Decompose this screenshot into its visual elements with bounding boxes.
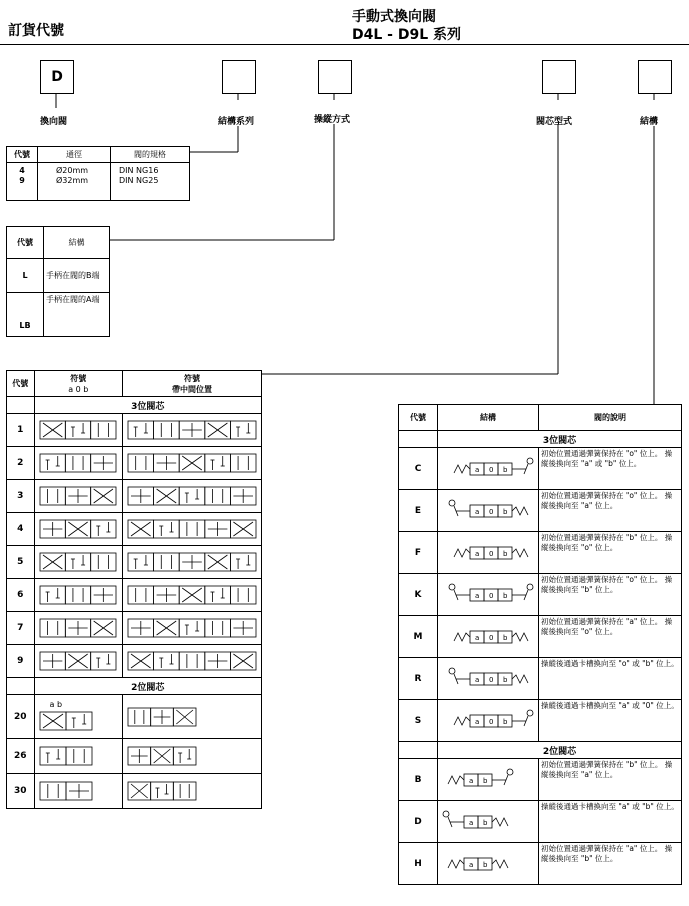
detent-symbol-graphic bbox=[440, 666, 536, 692]
spool-section-2: 2位閥芯 bbox=[34, 678, 261, 695]
code-box-spool bbox=[542, 60, 576, 94]
detent-symbol-graphic bbox=[440, 582, 536, 608]
spool-header-symbol: 符號 a 0 b bbox=[34, 371, 122, 397]
detent-row bbox=[399, 801, 682, 843]
detent-row bbox=[399, 448, 682, 490]
spool-symbol-graphic bbox=[126, 649, 258, 673]
detent-header-code: 代號 bbox=[399, 405, 438, 431]
spool-symbol-graphic bbox=[38, 744, 94, 768]
detent-code: K bbox=[399, 574, 438, 616]
svg-text:b: b bbox=[503, 717, 508, 726]
svg-text:b: b bbox=[483, 776, 488, 785]
detent-code: B bbox=[399, 759, 438, 801]
label-directional-valve: 換向閥 bbox=[40, 117, 68, 127]
detent-table bbox=[398, 404, 682, 885]
spool-row-2pos bbox=[7, 774, 262, 809]
op-desc-lb: 手柄在閥的A端 bbox=[44, 293, 110, 337]
label-design: 結構 bbox=[640, 117, 659, 127]
svg-text:a: a bbox=[475, 591, 480, 600]
detent-symbol-graphic bbox=[440, 540, 536, 566]
size-specs: DIN NG16 DIN NG25 bbox=[111, 163, 190, 201]
detent-desc: 初始位置通過彈簧保持在 "o" 位上。 操縱後換向至 "a" 或 "b" 位上。 bbox=[539, 448, 682, 490]
spool-symbol-graphic bbox=[126, 484, 258, 508]
spool-symbol-mid bbox=[123, 513, 262, 546]
code-box-operation bbox=[318, 60, 352, 94]
spool-symbol-graphic bbox=[126, 744, 198, 768]
spool-symbol-graphic bbox=[38, 583, 118, 607]
spool-row bbox=[7, 579, 262, 612]
series-title: D4L - D9L 系列 bbox=[352, 27, 461, 43]
label-series: 結構系列 bbox=[218, 117, 255, 127]
detent-code: E bbox=[399, 490, 438, 532]
svg-text:a: a bbox=[469, 860, 474, 869]
spool-symbol bbox=[34, 513, 122, 546]
detent-row bbox=[399, 574, 682, 616]
op-header-code: 代號 bbox=[7, 227, 44, 259]
spool-symbol-graphic bbox=[126, 705, 198, 729]
detent-row bbox=[399, 658, 682, 700]
spool-code: 2 bbox=[7, 447, 35, 480]
spool-symbol bbox=[34, 612, 122, 645]
svg-text:a: a bbox=[469, 776, 474, 785]
detent-row bbox=[399, 843, 682, 885]
spool-row bbox=[7, 480, 262, 513]
svg-text:a: a bbox=[475, 633, 480, 642]
order-code-title: 訂貨代號 bbox=[8, 23, 64, 39]
svg-text:0: 0 bbox=[489, 633, 494, 642]
size-codes: 4 9 bbox=[7, 163, 38, 201]
operation-table bbox=[6, 226, 110, 337]
detent-row bbox=[399, 532, 682, 574]
spool-symbol bbox=[34, 579, 122, 612]
detent-symbol bbox=[438, 616, 539, 658]
spool-symbol bbox=[34, 414, 122, 447]
detent-code: F bbox=[399, 532, 438, 574]
detent-symbol bbox=[438, 700, 539, 742]
svg-text:b: b bbox=[483, 818, 488, 827]
detent-desc: 初始位置通過彈簧保持在 "b" 位上。 操縱後換向至 "o" 位上。 bbox=[539, 532, 682, 574]
spool-row bbox=[7, 645, 262, 678]
spool-symbol-graphic bbox=[126, 451, 258, 475]
detent-desc: 初始位置通過彈簧保持在 "a" 位上。 操縱後換向至 "b" 位上。 bbox=[539, 843, 682, 885]
detent-symbol bbox=[438, 801, 539, 843]
detent-symbol-graphic bbox=[440, 456, 536, 482]
spool-symbol-mid bbox=[123, 447, 262, 480]
spool-symbol-mid bbox=[123, 414, 262, 447]
spool-symbol-graphic bbox=[126, 616, 258, 640]
spool-row bbox=[7, 612, 262, 645]
detent-symbol bbox=[438, 532, 539, 574]
detent-row bbox=[399, 700, 682, 742]
spool-code: 4 bbox=[7, 513, 35, 546]
spool-symbol bbox=[34, 447, 122, 480]
spool-symbol bbox=[34, 774, 122, 809]
detent-code: M bbox=[399, 616, 438, 658]
op-code-l: L bbox=[7, 259, 44, 293]
svg-text:a: a bbox=[475, 717, 480, 726]
detent-symbol-graphic bbox=[440, 767, 536, 793]
spool-header-code: 代號 bbox=[7, 371, 35, 397]
spool-symbol bbox=[34, 739, 122, 774]
product-title: 手動式換向閥 bbox=[352, 9, 436, 25]
svg-text:a: a bbox=[475, 549, 480, 558]
svg-text:0: 0 bbox=[489, 549, 494, 558]
spool-symbol-graphic bbox=[126, 418, 258, 442]
spool-blank bbox=[7, 397, 35, 414]
spool-symbol-mid bbox=[123, 739, 262, 774]
label-spool-type: 閥芯型式 bbox=[536, 117, 573, 127]
spool-symbol-graphic bbox=[38, 779, 94, 803]
svg-text:0: 0 bbox=[489, 675, 494, 684]
spool-code: 3 bbox=[7, 480, 35, 513]
spool-row bbox=[7, 513, 262, 546]
detent-symbol-graphic bbox=[440, 498, 536, 524]
size-header-bore: 通徑 bbox=[38, 147, 111, 163]
spool-row bbox=[7, 546, 262, 579]
spool-row bbox=[7, 414, 262, 447]
svg-text:0: 0 bbox=[489, 591, 494, 600]
svg-text:a: a bbox=[475, 675, 480, 684]
spool-section-3: 3位閥芯 bbox=[34, 397, 261, 414]
detent-blank-2 bbox=[399, 742, 438, 759]
code-box-design bbox=[638, 60, 672, 94]
spool-symbol bbox=[34, 546, 122, 579]
spool-symbol-mid bbox=[123, 695, 262, 739]
detent-symbol bbox=[438, 490, 539, 532]
spool-row bbox=[7, 447, 262, 480]
svg-text:0: 0 bbox=[489, 507, 494, 516]
detent-header-desc: 閥的說明 bbox=[539, 405, 682, 431]
spool-code: 5 bbox=[7, 546, 35, 579]
svg-text:b: b bbox=[503, 507, 508, 516]
detent-desc: 初始位置通過彈簧保持在 "a" 位上。 操縱後換向至 "o" 位上。 bbox=[539, 616, 682, 658]
spool-symbol bbox=[34, 480, 122, 513]
code-box-series bbox=[222, 60, 256, 94]
detent-desc: 操縱後通過卡槽換向至 "a" 或 "b" 位上。 bbox=[539, 801, 682, 843]
detent-symbol bbox=[438, 574, 539, 616]
spool-blank-2 bbox=[7, 678, 35, 695]
size-header-spec: 閥的規格 bbox=[111, 147, 190, 163]
svg-text:0: 0 bbox=[489, 717, 494, 726]
spool-symbol-graphic bbox=[38, 649, 118, 673]
svg-text:b: b bbox=[503, 675, 508, 684]
spool-code: 9 bbox=[7, 645, 35, 678]
svg-text:b: b bbox=[503, 633, 508, 642]
detent-symbol bbox=[438, 658, 539, 700]
spool-symbol-mid bbox=[123, 480, 262, 513]
svg-text:a: a bbox=[469, 818, 474, 827]
detent-blank bbox=[399, 431, 438, 448]
detent-desc: 初始位置通過彈簧保持在 "o" 位上。 操縱後換向至 "b" 位上。 bbox=[539, 574, 682, 616]
spool-symbol-graphic bbox=[126, 583, 258, 607]
spool-symbol-graphic bbox=[126, 779, 198, 803]
spool-symbol-graphic bbox=[38, 484, 118, 508]
spool-header-symbol-mid: 符號 帶中間位置 bbox=[123, 371, 262, 397]
label-operation: 操縱方式 bbox=[314, 115, 351, 125]
op-code-lb: LB bbox=[7, 293, 44, 337]
spool-symbol-graphic bbox=[126, 517, 258, 541]
spool-code: 20 bbox=[7, 695, 35, 739]
spool-symbol-graphic bbox=[38, 517, 118, 541]
spool-symbol-mid bbox=[123, 645, 262, 678]
detent-symbol-graphic bbox=[440, 809, 536, 835]
detent-row bbox=[399, 616, 682, 658]
spool-code: 7 bbox=[7, 612, 35, 645]
detent-symbol bbox=[438, 759, 539, 801]
spool-symbol-graphic bbox=[38, 550, 118, 574]
spool-code: 6 bbox=[7, 579, 35, 612]
spool-symbol-graphic bbox=[126, 550, 258, 574]
spool-ab-label: a b bbox=[49, 700, 63, 709]
detent-section-2: 2位閥芯 bbox=[438, 742, 682, 759]
spool-symbol bbox=[34, 645, 122, 678]
svg-text:0: 0 bbox=[489, 465, 494, 474]
spool-symbol-graphic bbox=[38, 451, 118, 475]
svg-text:a: a bbox=[475, 507, 480, 516]
detent-desc: 初始位置通過彈簧保持在 "o" 位上。 操縱後換向至 "a" 位上。 bbox=[539, 490, 682, 532]
spool-symbol-mid bbox=[123, 612, 262, 645]
detent-code: D bbox=[399, 801, 438, 843]
spool-code: 26 bbox=[7, 739, 35, 774]
detent-symbol-graphic bbox=[440, 708, 536, 734]
detent-section-3: 3位閥芯 bbox=[438, 431, 682, 448]
detent-code: C bbox=[399, 448, 438, 490]
spool-symbol-graphic bbox=[38, 418, 118, 442]
svg-text:b: b bbox=[503, 591, 508, 600]
spool-symbol-mid bbox=[123, 774, 262, 809]
spool-symbol-mid bbox=[123, 546, 262, 579]
detent-symbol-graphic bbox=[440, 851, 536, 877]
detent-symbol bbox=[438, 448, 539, 490]
spool-symbol-mid bbox=[123, 579, 262, 612]
op-header-design: 結構 bbox=[44, 227, 110, 259]
svg-text:b: b bbox=[483, 860, 488, 869]
spool-code: 30 bbox=[7, 774, 35, 809]
svg-text:a: a bbox=[475, 465, 480, 474]
detent-symbol-graphic bbox=[440, 624, 536, 650]
detent-desc: 初始位置通過彈簧保持在 "b" 位上。 操縱後換向至 "a" 位上。 bbox=[539, 759, 682, 801]
svg-text:b: b bbox=[503, 465, 508, 474]
spool-symbol-graphic bbox=[38, 616, 118, 640]
detent-code: R bbox=[399, 658, 438, 700]
code-box-valve-type: D bbox=[40, 60, 74, 94]
detent-code: S bbox=[399, 700, 438, 742]
detent-symbol bbox=[438, 843, 539, 885]
size-bores: Ø20mm Ø32mm bbox=[38, 163, 111, 201]
detent-code: H bbox=[399, 843, 438, 885]
spool-row-2pos bbox=[7, 695, 262, 739]
op-desc-l: 手柄在閥的B端 bbox=[44, 259, 110, 293]
size-header-code: 代號 bbox=[7, 147, 38, 163]
spool-code: 1 bbox=[7, 414, 35, 447]
detent-row bbox=[399, 759, 682, 801]
detent-desc: 操縱後通過卡槽換向至 "a" 或 "0" 位上。 bbox=[539, 700, 682, 742]
spool-table bbox=[6, 370, 262, 809]
detent-header-design: 結構 bbox=[438, 405, 539, 431]
spool-symbol bbox=[34, 695, 122, 739]
spool-symbol-graphic bbox=[38, 709, 94, 733]
svg-text:b: b bbox=[503, 549, 508, 558]
detent-row bbox=[399, 490, 682, 532]
detent-desc: 操縱後通過卡槽換向至 "o" 或 "b" 位上。 bbox=[539, 658, 682, 700]
size-table bbox=[6, 146, 190, 201]
spool-row-2pos bbox=[7, 739, 262, 774]
